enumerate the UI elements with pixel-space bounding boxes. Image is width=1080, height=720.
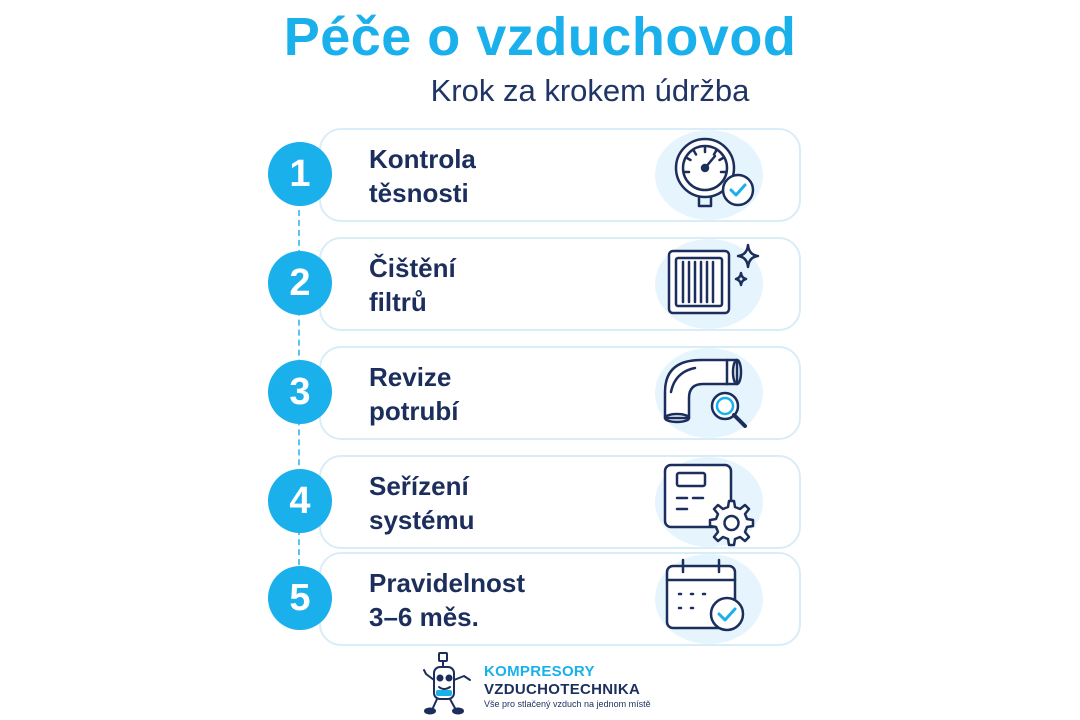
- step-label-line1: Revize: [369, 362, 452, 392]
- step-item-3: [0, 346, 1080, 440]
- step-label-line2: potrubí: [369, 396, 459, 426]
- step-number-badge: 4: [268, 469, 332, 533]
- step-label: [369, 142, 599, 210]
- step-label: [369, 360, 599, 428]
- step-number-badge: 3: [268, 360, 332, 424]
- step-label-line2: systému: [369, 505, 475, 535]
- control-panel-gear-icon: [645, 451, 769, 551]
- page-title: Péče o vzduchovod: [283, 7, 797, 67]
- step-label-line2: filtrů: [369, 287, 427, 317]
- step-number-badge: 1: [268, 142, 332, 206]
- step-label: [369, 251, 599, 319]
- page-subtitle: Krok za krokem údržba: [430, 73, 750, 108]
- step-label-line1: Seřízení: [369, 471, 469, 501]
- step-label: [369, 469, 599, 537]
- step-item-4: [0, 455, 1080, 549]
- calendar-check-icon: [645, 548, 769, 648]
- step-label-line2: 3–6 měs.: [369, 602, 479, 632]
- step-number-badge: 2: [268, 251, 332, 315]
- step-label-line2: těsnosti: [369, 178, 469, 208]
- pressure-gauge-check-icon: [645, 124, 769, 224]
- brand-tagline: Vše pro stlačený vzduch na jednom místě: [484, 699, 651, 709]
- step-item-1: [0, 128, 1080, 222]
- step-label: [369, 566, 599, 634]
- brand-name-line2: VZDUCHOTECHNIKA: [484, 681, 641, 698]
- step-item-5: [0, 552, 1080, 646]
- brand-name-line1: KOMPRESORY: [484, 663, 595, 680]
- step-item-2: [0, 237, 1080, 331]
- step-label-line1: Kontrola: [369, 144, 476, 174]
- step-number-badge: 5: [268, 566, 332, 630]
- pipe-magnifier-icon: [645, 342, 769, 442]
- step-label-line1: Čištění: [369, 253, 456, 283]
- air-filter-sparkle-icon: [645, 233, 769, 333]
- step-label-line1: Pravidelnost: [369, 568, 526, 598]
